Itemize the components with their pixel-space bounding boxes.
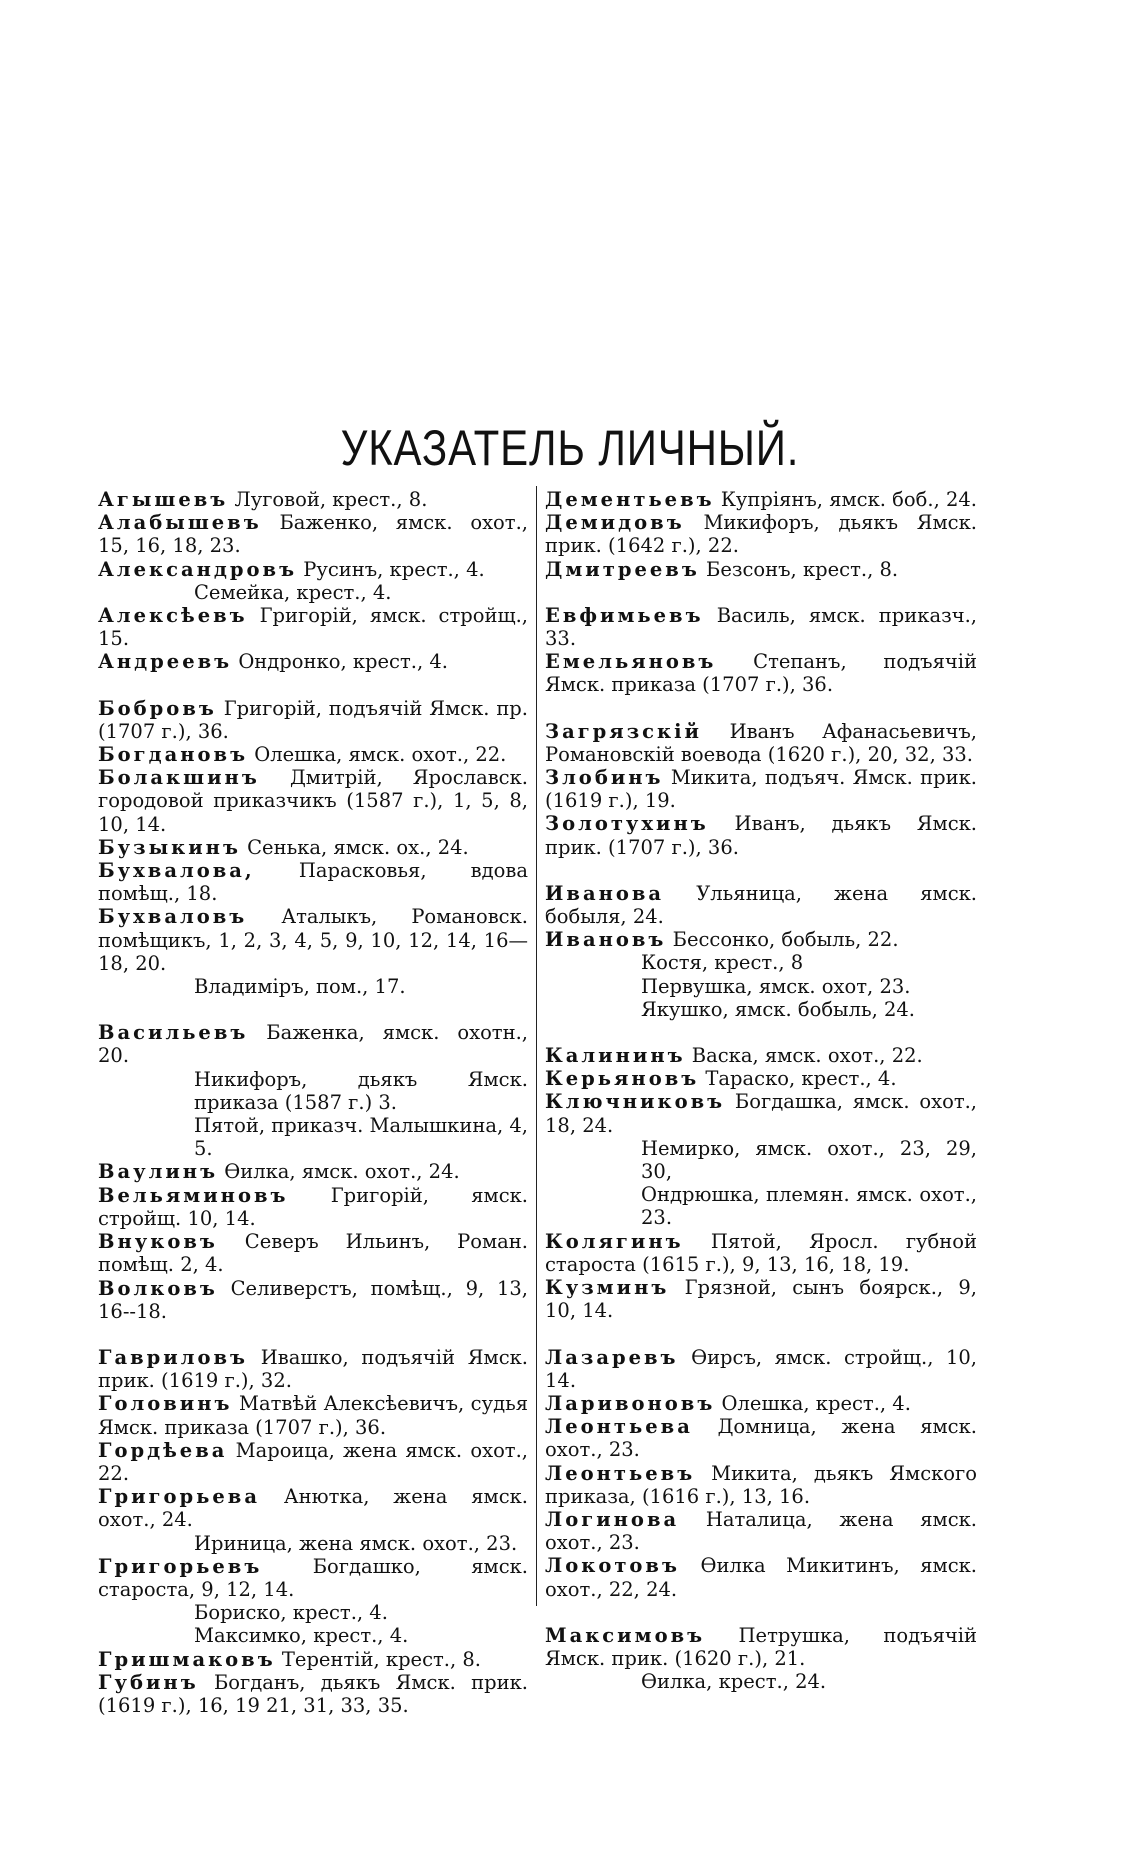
index-entry xyxy=(98,1555,528,1601)
entry-text: Костя, крест., 8 xyxy=(641,951,804,975)
index-entry xyxy=(98,1532,528,1555)
entry-surname: Болакшинъ xyxy=(98,766,260,790)
entry-text: Пятой, Яросл. губной староста (1615 г.), 9, 13, 16, 18, 19. xyxy=(545,1229,977,1276)
entry-text: Якушко, ямск. бобыль, 24. xyxy=(641,997,915,1021)
entry-surname: Ваулинъ xyxy=(98,1160,219,1184)
entry-surname: Васильевъ xyxy=(98,1021,249,1045)
index-entry xyxy=(545,1415,977,1461)
entry-surname: Григорьевъ xyxy=(98,1554,263,1578)
entry-surname: Ларивоновъ xyxy=(545,1391,716,1415)
entry-surname: Внуковъ xyxy=(98,1230,218,1254)
index-entry xyxy=(545,1624,977,1670)
entry-text: Безсонъ, крест., 8. xyxy=(705,557,899,581)
entry-text: Ондронко, крест., 4. xyxy=(238,650,448,674)
index-entry xyxy=(545,720,977,766)
entry-text: Богдашко, ямск. староста, 9, 12, 14. xyxy=(98,1554,529,1601)
entry-text: Первушка, ямск. охот, 23. xyxy=(641,974,911,998)
entry-text: Ѳилка, ямск. охот., 24. xyxy=(224,1160,460,1184)
entry-text: Селиверстъ, помѣщ., 9, 13, 16--18. xyxy=(98,1276,528,1323)
index-entry xyxy=(545,1230,977,1276)
entry-surname: Дмитреевъ xyxy=(545,557,700,581)
index-entry xyxy=(98,558,528,581)
index-entry xyxy=(545,812,977,858)
index-entry xyxy=(98,743,528,766)
entry-surname: Губинъ xyxy=(98,1670,199,1694)
entry-text: Анютка, жена ямск. охот., 24. xyxy=(98,1485,528,1532)
index-entry xyxy=(98,1068,528,1114)
entry-text: Ѳилка Микитинъ, ямск. охот., 22, 24. xyxy=(545,1554,977,1601)
index-entry xyxy=(98,975,528,998)
entry-text: Дмитрій, Ярославск. городовой приказчикъ (1587 г.), 1, 5, 8, 10, 14. xyxy=(98,766,528,836)
entry-surname: Ивановъ xyxy=(545,928,667,952)
entry-text: Ѳилка, крест., 24. xyxy=(641,1670,827,1694)
entry-text: Василь, ямск. приказч., 33. xyxy=(545,603,977,651)
index-entry xyxy=(545,1044,977,1067)
index-entry xyxy=(545,488,977,511)
entry-surname: Головинъ xyxy=(98,1392,233,1416)
entry-text: Максимко, крест., 4. xyxy=(194,1624,409,1648)
entry-text: Баженко, ямск. охот., 15, 16, 18, 23. xyxy=(98,511,528,558)
index-entry xyxy=(545,1670,977,1693)
entry-text: Матвѣй Алексѣевичъ, судья Ямск. приказа (1707 г.), 36. xyxy=(98,1392,529,1439)
entry-surname: Калининъ xyxy=(545,1044,686,1068)
entry-surname: Злобинъ xyxy=(545,766,664,790)
entry-text: Микифоръ, дьякъ Ямск. прик. (1642 г.), 22. xyxy=(545,511,977,558)
entry-text: Петрушка, подъячій Ямск. прик. (1620 г.), 21. xyxy=(545,1623,977,1670)
index-entry xyxy=(545,1067,977,1090)
index-entry xyxy=(98,905,528,975)
entry-text: Грязной, сынъ боярск., 9, 10, 14. xyxy=(545,1276,978,1323)
entry-text: Иванъ Афанасьевичъ, Романовскій воевода (1620 г.), 20, 32, 33. xyxy=(545,719,977,766)
entry-text: Бессонко, бобыль, 22. xyxy=(672,928,899,952)
right-column xyxy=(545,488,977,1693)
entry-surname: Гришмаковъ xyxy=(98,1647,276,1671)
index-entry xyxy=(545,650,977,696)
entry-text: Парасковья, вдова помѣщ., 18. xyxy=(98,859,528,906)
entry-surname: Леонтьевъ xyxy=(545,1461,696,1485)
entry-text: Северъ Ильинъ, Роман. помѣщ. 2, 4. xyxy=(98,1230,528,1277)
entry-text: Григорій, ямск. стройщ. 10, 14. xyxy=(98,1183,528,1230)
entry-text: Наталица, жена ямск. охот., 23. xyxy=(545,1507,977,1555)
entry-text: Домница, жена ямск. охот., 23. xyxy=(545,1415,977,1462)
index-entry xyxy=(98,1624,528,1647)
index-entry xyxy=(545,1462,977,1508)
entry-surname: Колягинъ xyxy=(545,1229,684,1253)
entry-surname: Лазаревъ xyxy=(545,1345,679,1369)
entry-text: Луговой, крест., 8. xyxy=(234,488,428,511)
entry-surname: Александровъ xyxy=(98,557,298,581)
entry-surname: Бобровъ xyxy=(98,696,217,720)
index-entry xyxy=(545,766,977,812)
index-entry xyxy=(545,604,977,650)
column-divider xyxy=(536,486,537,1606)
index-entry xyxy=(98,488,528,511)
entry-surname: Григорьева xyxy=(98,1485,260,1509)
entry-text: Бориско, крест., 4. xyxy=(194,1601,388,1625)
index-entry xyxy=(98,1277,528,1323)
entry-text: Сенька, ямск. ох., 24. xyxy=(247,835,469,859)
entry-text: Купріянъ, ямск. боб., 24. xyxy=(720,488,977,511)
entry-surname: Иванова xyxy=(545,881,665,905)
entry-text: Микита, дьякъ Ямского приказа, (1616 г.), 13, 16. xyxy=(545,1461,978,1508)
entry-text: Богдашка, ямск. охот., 18, 24. xyxy=(545,1090,977,1137)
index-entry xyxy=(98,1392,528,1438)
index-entry xyxy=(545,882,977,928)
entry-surname: Гордѣева xyxy=(98,1438,228,1462)
entry-text: Григорій, подъячій Ямск. пр. (1707 г.), 36. xyxy=(98,696,528,743)
entry-surname: Золотухинъ xyxy=(545,812,709,836)
index-entry xyxy=(545,1508,977,1554)
entry-text: Баженка, ямск. охотн., 20. xyxy=(98,1021,528,1068)
page-title: УКАЗАТЕЛЬ ЛИЧНЫЙ. xyxy=(340,419,800,476)
index-entry xyxy=(98,697,528,743)
index-entry xyxy=(545,1346,977,1392)
index-entry xyxy=(98,766,528,836)
index-entry xyxy=(545,1183,977,1229)
entry-text: Ондрюшка, племян. ямск. охот., 23. xyxy=(641,1183,977,1230)
index-entry xyxy=(98,511,528,557)
index-entry xyxy=(545,1137,977,1183)
entry-surname: Кузминъ xyxy=(545,1276,670,1300)
index-entry xyxy=(545,951,977,974)
index-entry xyxy=(545,998,977,1021)
entry-surname: Андреевъ xyxy=(98,650,233,674)
entry-text: Аталыкъ, Романовск. помѣщикъ, 1, 2, 3, 4, 5, 9, 10, 12, 14, 16—18, 20. xyxy=(98,905,528,975)
index-entry xyxy=(98,859,528,905)
entry-text: Никифоръ, дьякъ Ямск. приказа (1587 г.) 3. xyxy=(194,1067,528,1114)
entry-surname: Дементьевъ xyxy=(545,488,715,511)
entry-surname: Алексѣевъ xyxy=(98,604,248,628)
index-entry xyxy=(545,1554,977,1600)
entry-text: Богданъ, дьякъ Ямск. прик. (1619 г.), 16, 19 21, 31, 33, 35. xyxy=(98,1670,528,1717)
entry-surname: Загрязскій xyxy=(545,719,702,743)
index-entry xyxy=(545,1276,977,1322)
entry-text: Олешка, ямск. охот., 22. xyxy=(254,743,507,767)
entry-surname: Емельяновъ xyxy=(545,650,717,674)
entry-surname: Бухваловъ xyxy=(98,905,248,929)
entry-text: Степанъ, подъячій Ямск. приказа (1707 г.), 36. xyxy=(545,650,977,697)
entry-text: Григорій, ямск. стройщ., 15. xyxy=(98,604,529,651)
index-entry xyxy=(545,558,977,581)
entry-surname: Алабышевъ xyxy=(98,511,262,535)
entry-surname: Бузыкинъ xyxy=(98,835,241,859)
index-entry xyxy=(545,975,977,998)
entry-text: Мароица, жена ямск. охот., 22. xyxy=(98,1438,528,1485)
entry-surname: Агышевъ xyxy=(98,488,229,511)
entry-text: Васка, ямск. охот., 22. xyxy=(691,1044,923,1068)
entry-surname: Керьяновъ xyxy=(545,1067,700,1091)
index-entry xyxy=(98,1601,528,1624)
index-entry xyxy=(98,1114,528,1160)
index-entry xyxy=(98,1346,528,1392)
index-entry xyxy=(545,928,977,951)
index-entry xyxy=(98,1439,528,1485)
entry-text: Микита, подъяч. Ямск. прик. (1619 г.), 19. xyxy=(545,766,978,813)
index-entry xyxy=(545,1392,977,1415)
entry-text: Тараско, крест., 4. xyxy=(705,1067,897,1091)
entry-surname: Максимовъ xyxy=(545,1623,706,1647)
entry-text: Ѳирсъ, ямск. стройщ., 10, 14. xyxy=(545,1345,977,1392)
entry-surname: Евфимьевъ xyxy=(545,603,704,627)
entry-surname: Бухвалова, xyxy=(98,859,255,883)
entry-text: Олешка, крест., 4. xyxy=(721,1391,911,1415)
index-entry xyxy=(98,1230,528,1276)
index-entry xyxy=(98,1160,528,1183)
entry-text: Ульяница, жена ямск. бобыля, 24. xyxy=(545,881,978,929)
index-entry xyxy=(98,836,528,859)
index-entry xyxy=(98,1021,528,1067)
index-entry xyxy=(98,650,528,673)
entry-text: Немирко, ямск. охот., 23, 29, 30, xyxy=(641,1136,977,1184)
entry-text: Русинъ, крест., 4. xyxy=(303,557,485,581)
entry-surname: Гавриловъ xyxy=(98,1345,249,1369)
index-entry xyxy=(98,604,528,650)
entry-surname: Волковъ xyxy=(98,1276,218,1300)
index-entry xyxy=(545,511,977,557)
entry-surname: Локотовъ xyxy=(545,1554,680,1578)
entry-surname: Демидовъ xyxy=(545,511,685,535)
entry-text: Семейка, крест., 4. xyxy=(194,580,392,604)
index-entry xyxy=(545,1090,977,1136)
index-entry xyxy=(98,1671,528,1717)
entry-surname: Богдановъ xyxy=(98,743,249,767)
entry-surname: Вельяминовъ xyxy=(98,1183,289,1207)
entry-text: Иванъ, дьякъ Ямск. прик. (1707 г.), 36. xyxy=(545,812,977,859)
index-entry xyxy=(98,1184,528,1230)
entry-text: Ириница, жена ямск. охот., 23. xyxy=(194,1531,518,1555)
entry-surname: Ключниковъ xyxy=(545,1090,726,1114)
entry-text: Владиміръ, пом., 17. xyxy=(194,975,406,999)
left-column xyxy=(98,488,528,1717)
entry-text: Пятой, приказч. Малышкина, 4, 5. xyxy=(194,1114,528,1161)
entry-text: Ивашко, подъячій Ямск. прик. (1619 г.), 32. xyxy=(98,1345,529,1393)
index-entry xyxy=(98,1648,528,1671)
index-entry xyxy=(98,581,528,604)
index-entry xyxy=(98,1485,528,1531)
entry-text: Терентій, крест., 8. xyxy=(281,1647,482,1671)
entry-surname: Леонтьева xyxy=(545,1415,693,1439)
entry-surname: Логинова xyxy=(545,1507,680,1531)
